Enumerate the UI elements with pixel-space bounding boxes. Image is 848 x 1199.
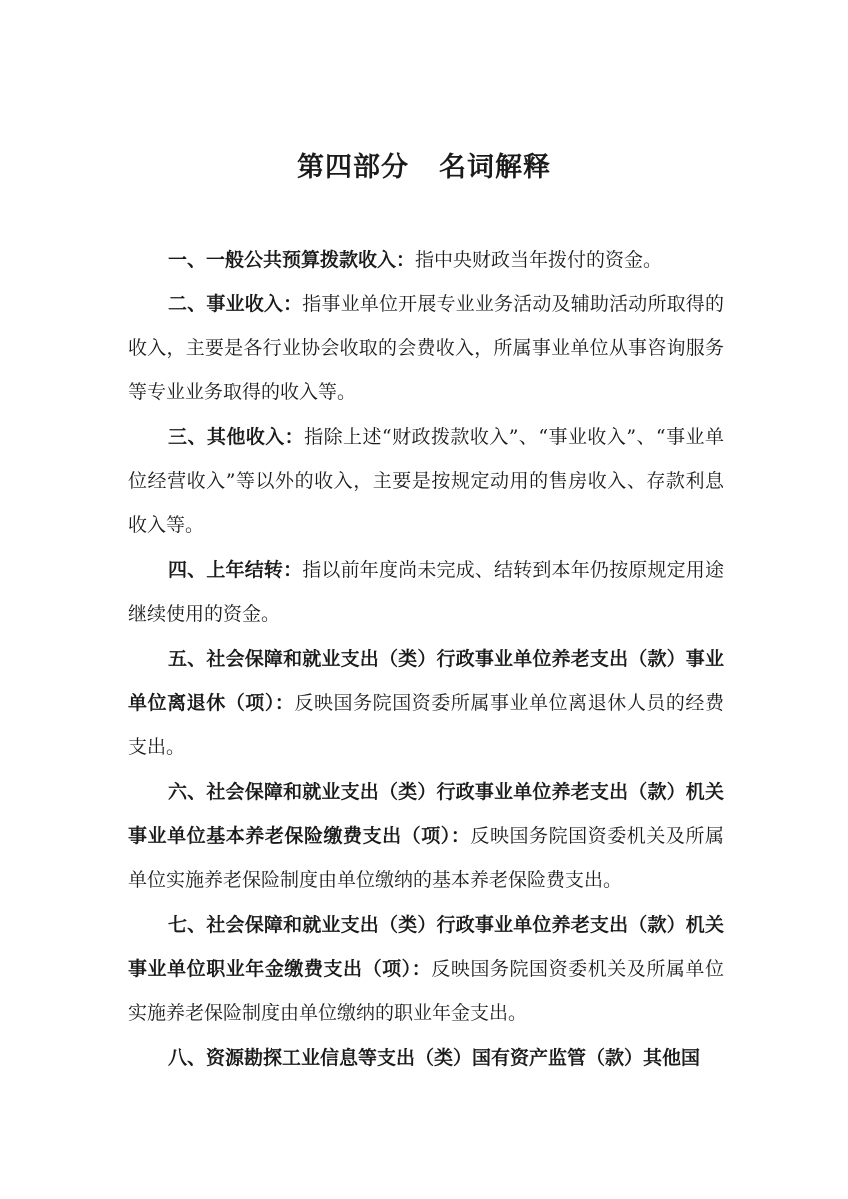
paragraph-heading: 一、一般公共预算拨款收入： bbox=[168, 249, 416, 271]
paragraph-text: 指中央财政当年拨付的资金。 bbox=[415, 249, 663, 271]
paragraph-1 bbox=[128, 238, 724, 282]
paragraph-heading: 六、社会保障和就业支出（类）行政事业单位养老支出（款）机关事业单位基本养老保险缴费支出（项）： bbox=[128, 781, 724, 847]
paragraph-text: 指以前年度尚未完成、结转到本年仍按原规定用途继续使用的资金。 bbox=[128, 559, 724, 625]
paragraph-text: 指除上述“财政拨款收入”、“事业收入”、“事业单位经营收入”等以外的收入，主要是按规定动用的售房收入、存款利息收入等。 bbox=[128, 426, 724, 536]
paragraph-text: 指事业单位开展专业业务活动及辅助活动所取得的收入，主要是各行业协会收取的会费收入，所属事业单位从事咨询服务等专业业务取得的收入等。 bbox=[128, 293, 724, 403]
paragraph-7 bbox=[128, 903, 724, 1035]
title-part: 第四部分 bbox=[297, 152, 409, 183]
paragraph-2 bbox=[128, 282, 724, 414]
page-title bbox=[0, 148, 848, 188]
paragraph-3 bbox=[128, 415, 724, 547]
title-name: 名词解释 bbox=[439, 152, 551, 183]
paragraph-text: 反映国务院国资委机关及所属单位实施养老保险制度由单位缴纳的职业年金支出。 bbox=[128, 958, 724, 1024]
paragraph-text: 反映国务院国资委机关及所属单位实施养老保险制度由单位缴纳的基本养老保险费支出。 bbox=[128, 825, 724, 891]
paragraph-text: 反映国务院国资委所属事业单位离退休人员的经费支出。 bbox=[128, 692, 724, 758]
paragraph-heading: 二、事业收入： bbox=[168, 293, 303, 315]
paragraph-heading: 七、社会保障和就业支出（类）行政事业单位养老支出（款）机关事业单位职业年金缴费支出（项）： bbox=[128, 914, 724, 980]
paragraph-8 bbox=[128, 1036, 724, 1080]
paragraph-heading: 四、上年结转： bbox=[168, 559, 303, 581]
paragraph-4 bbox=[128, 548, 724, 636]
paragraph-6 bbox=[128, 770, 724, 902]
paragraph-heading: 五、社会保障和就业支出（类）行政事业单位养老支出（款）事业单位离退休（项）： bbox=[128, 648, 724, 714]
paragraph-5 bbox=[128, 637, 724, 769]
paragraph-heading: 三、其他收入： bbox=[168, 426, 305, 448]
paragraph-heading: 八、资源勘探工业信息等支出（类）国有资产监管（款）其他国 bbox=[168, 1047, 701, 1069]
